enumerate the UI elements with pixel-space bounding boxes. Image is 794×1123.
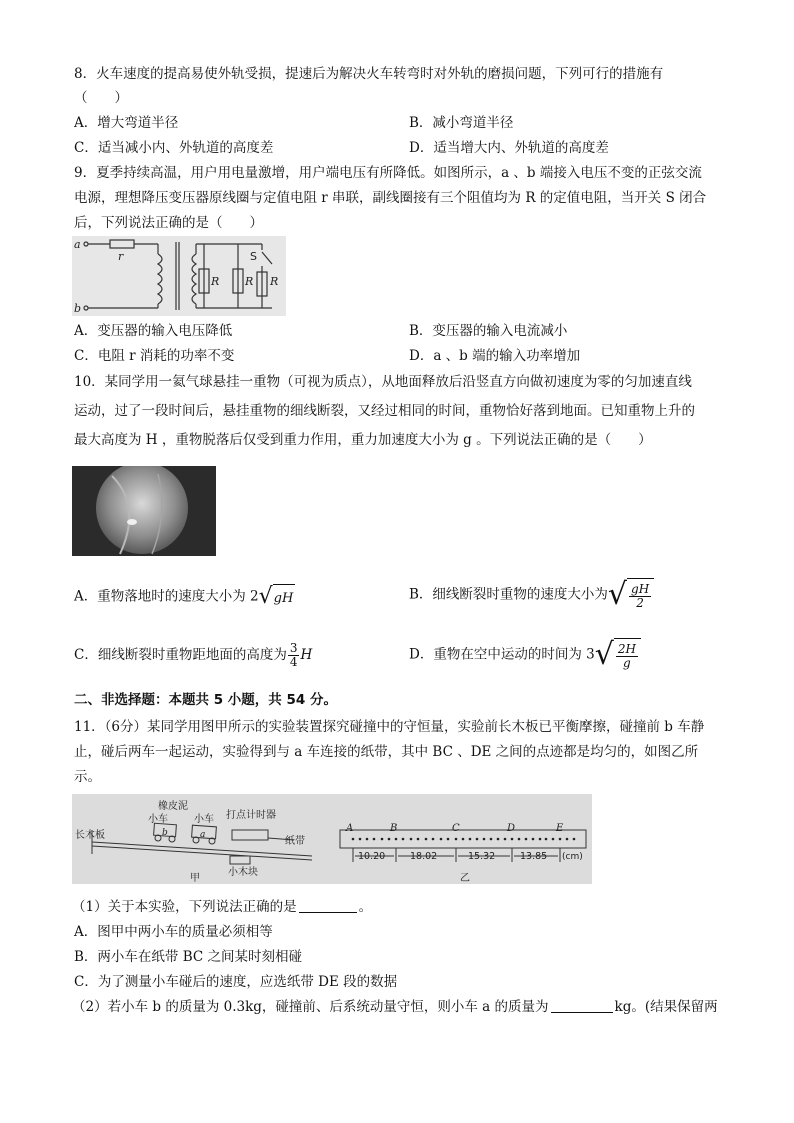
q11-unit: (cm) [562,852,583,862]
q11-point-b: B [390,823,398,834]
q8-stem: 8．火车速度的提高易使外轨受损，提速后为解决火车转弯时对外轨的磨损问题，下列可行的措施有 [74,66,664,82]
q11-label-b: b [162,828,168,838]
q11-dist-cd: 15.32 [468,851,496,862]
q11-dist-ab: 10.20 [358,851,386,862]
q8-option-c: C．适当减小内、外轨道的高度差 [74,140,274,156]
q9-option-d: D．a 、b 端的输入功率增加 [409,348,581,364]
q11-point-d: D [507,823,516,834]
q9-resistor-r3-label: R [270,275,279,288]
q11-option-b: B．两小车在纸带 BC 之间某时刻相碰 [74,949,303,965]
q11-caption-jia: 甲 [190,873,200,884]
q10-line1: 10．某同学用一氦气球悬挂一重物（可视为质点），从地面释放后沿竖直方向做初速度为零的匀加速直线 [74,374,692,390]
q11-dist-bc: 18.02 [410,851,438,862]
q10-line3: 最大高度为 H ，重物脱落后仅受到重力作用，重力加速度大小为 g 。下列说法正确的是（ ） [74,432,652,448]
q8-answer-paren: （ ） [74,90,128,106]
q11-label-tape: 纸带 [285,836,305,847]
q9-line1: 9．夏季持续高温，用户用电量激增，用户端电压有所降低。如图所示，a 、b 端接入电压不变的正弦交流 [74,165,702,181]
q9-terminal-a: a [74,238,81,251]
sqrt-a: √ gH [258,584,294,609]
q11-line1: 11．（6分）某同学用图甲所示的实验装置探究碰撞中的守恒量，实验前长木板已平衡摩擦，碰撞前 b 车静 [74,719,705,735]
q10-option-b: B．细线断裂时重物的速度大小为 √ $\frac{gH}{2}$ [409,578,654,612]
q11-caption-yi: 乙 [460,873,470,884]
q11-label-a: a [200,830,206,840]
q10-option-a: A．重物落地时的速度大小为 2 √ gH [74,584,294,609]
q11-line3: 示。 [74,769,101,785]
sqrt-b: √ $\frac{gH}{2}$ [608,578,654,612]
q9-line2: 电源，理想降压变压器原线圈与定值电阻 r 串联，副线圈接有三个阻值均为 R 的定值电阻，当开关 S 闭合 [74,190,707,206]
q9-resistor-r-label: r [118,250,124,263]
q10-option-c: C．细线断裂时重物距地面的高度为 $\frac{3}{4}$ H [74,641,313,669]
q9-terminal-b: b [74,302,82,315]
q11-experiment-figures [72,794,592,884]
q8-option-d: D．适当增大内、外轨道的高度差 [409,140,609,156]
q11-sub2-blank[interactable] [551,998,613,1013]
q10-line2: 运动，过了一段时间后，悬挂重物的细线断裂，又经过相同的时间，重物恰好落到地面。已知重物上升的 [74,403,695,419]
q11-label-clay: 橡皮泥 [158,801,188,812]
section2-heading: 二、非选择题：本题共 5 小题，共 54 分。 [74,692,337,708]
q9-option-b: B．变压器的输入电流减小 [409,323,568,339]
q11-sub1: （1）关于本实验，下列说法正确的是 。 [72,899,373,915]
q11-option-a: A．图甲中两小车的质量必须相等 [74,924,273,940]
q11-label-board: 长木板 [75,830,105,841]
q11-label-car2: 小车 [194,814,214,825]
q11-line2: 止，碰后两车一起运动，实验得到与 a 车连接的纸带，其中 BC 、DE 之间的点迹都是均匀的，如图乙所 [74,744,699,760]
q9-option-a: A．变压器的输入电压降低 [74,323,233,339]
q11-sub2: （2）若小车 b 的质量为 0.3kg，碰撞前、后系统动量守恒，则小车 a 的质量为 kg。(结果保留两 [72,999,718,1015]
q10-balloon-photo [72,466,216,556]
q11-sub1-blank[interactable] [299,898,357,913]
q11-dist-de: 13.85 [520,851,548,862]
q9-line3: 后，下列说法正确的是（ ） [74,215,263,231]
q11-point-a: A [346,823,354,834]
q9-circuit-diagram [72,236,286,316]
q9-option-c: C．电阻 r 消耗的功率不变 [74,348,235,364]
q11-point-e: E [556,823,564,834]
q10-option-d: D．重物在空中运动的时间为 3 √ $\frac{2H}{g}$ [409,638,641,672]
q9-resistor-r2-label: R [245,275,254,288]
q11-point-c: C [452,823,460,834]
q8-option-a: A．增大弯道半径 [74,115,179,131]
q11-label-car1: 小车 [148,814,168,825]
q9-resistor-r1-label: R [211,275,220,288]
q11-label-timer: 打点计时器 [226,810,276,821]
sqrt-d: √ $\frac{2H}{g}$ [595,638,641,672]
q11-label-block: 小木块 [228,867,258,878]
q11-option-c: C．为了测量小车碰后的速度，应选纸带 DE 段的数据 [74,974,398,990]
q8-option-b: B．减小弯道半径 [409,115,514,131]
q9-switch-label: S [250,250,257,263]
